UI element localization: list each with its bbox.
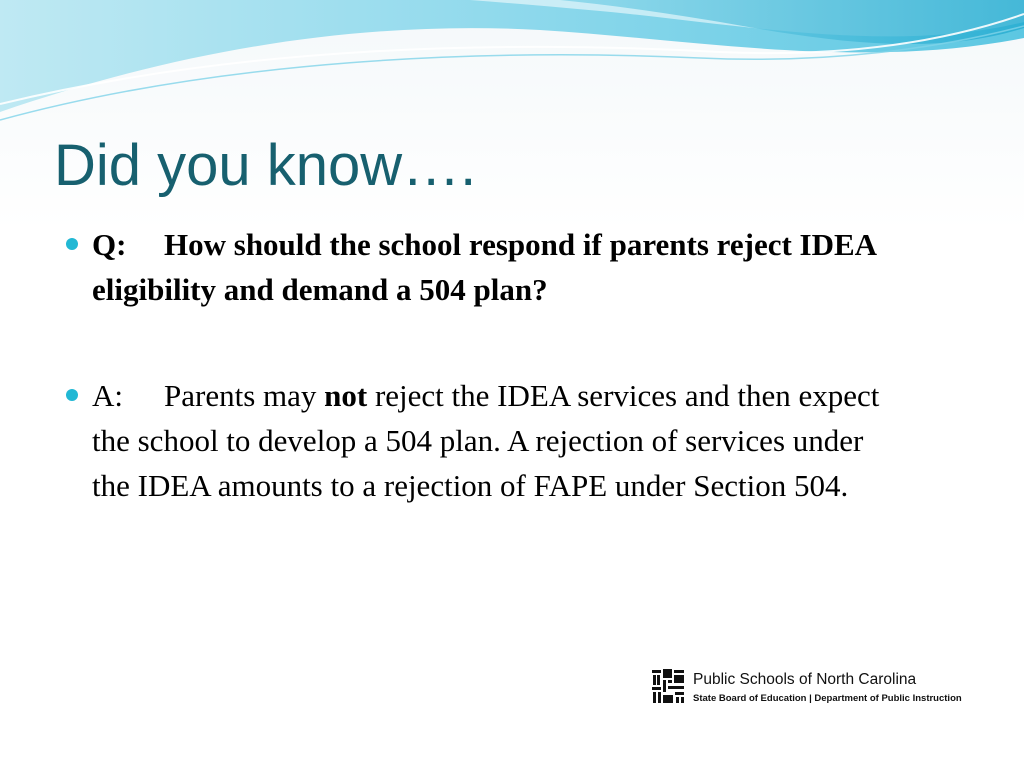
answer-label: A: (92, 378, 123, 413)
question-text: How should the school respond if parents reject IDEA eligibility and demand a 504 plan? (92, 227, 876, 307)
answer-text-after: reject the IDEA services and then expect the school to develop a 504 plan. A rejection of services under the IDEA amounts to a rejection of FAPE under Section 504. (92, 378, 880, 503)
dpi-logo (650, 667, 972, 709)
slide-title: Did you know…. (54, 133, 477, 198)
nc-schoolhouse-seal-icon (650, 667, 686, 705)
header-wave-decoration (0, 0, 1024, 130)
bullet-dot-icon (66, 238, 78, 250)
bullet-list (66, 222, 906, 508)
question-bullet (66, 222, 906, 312)
question-content (92, 227, 875, 307)
answer-emphasis: not (324, 378, 368, 413)
logo-subtitle: State Board of Education | Department of Public Instruction (693, 693, 962, 704)
bullet-dot-icon (66, 389, 78, 401)
answer-text-before: Parents may (164, 378, 325, 413)
logo-name: Public Schools of North Carolina (693, 671, 917, 688)
answer-bullet (66, 373, 906, 508)
question-label: Q: (92, 227, 127, 262)
